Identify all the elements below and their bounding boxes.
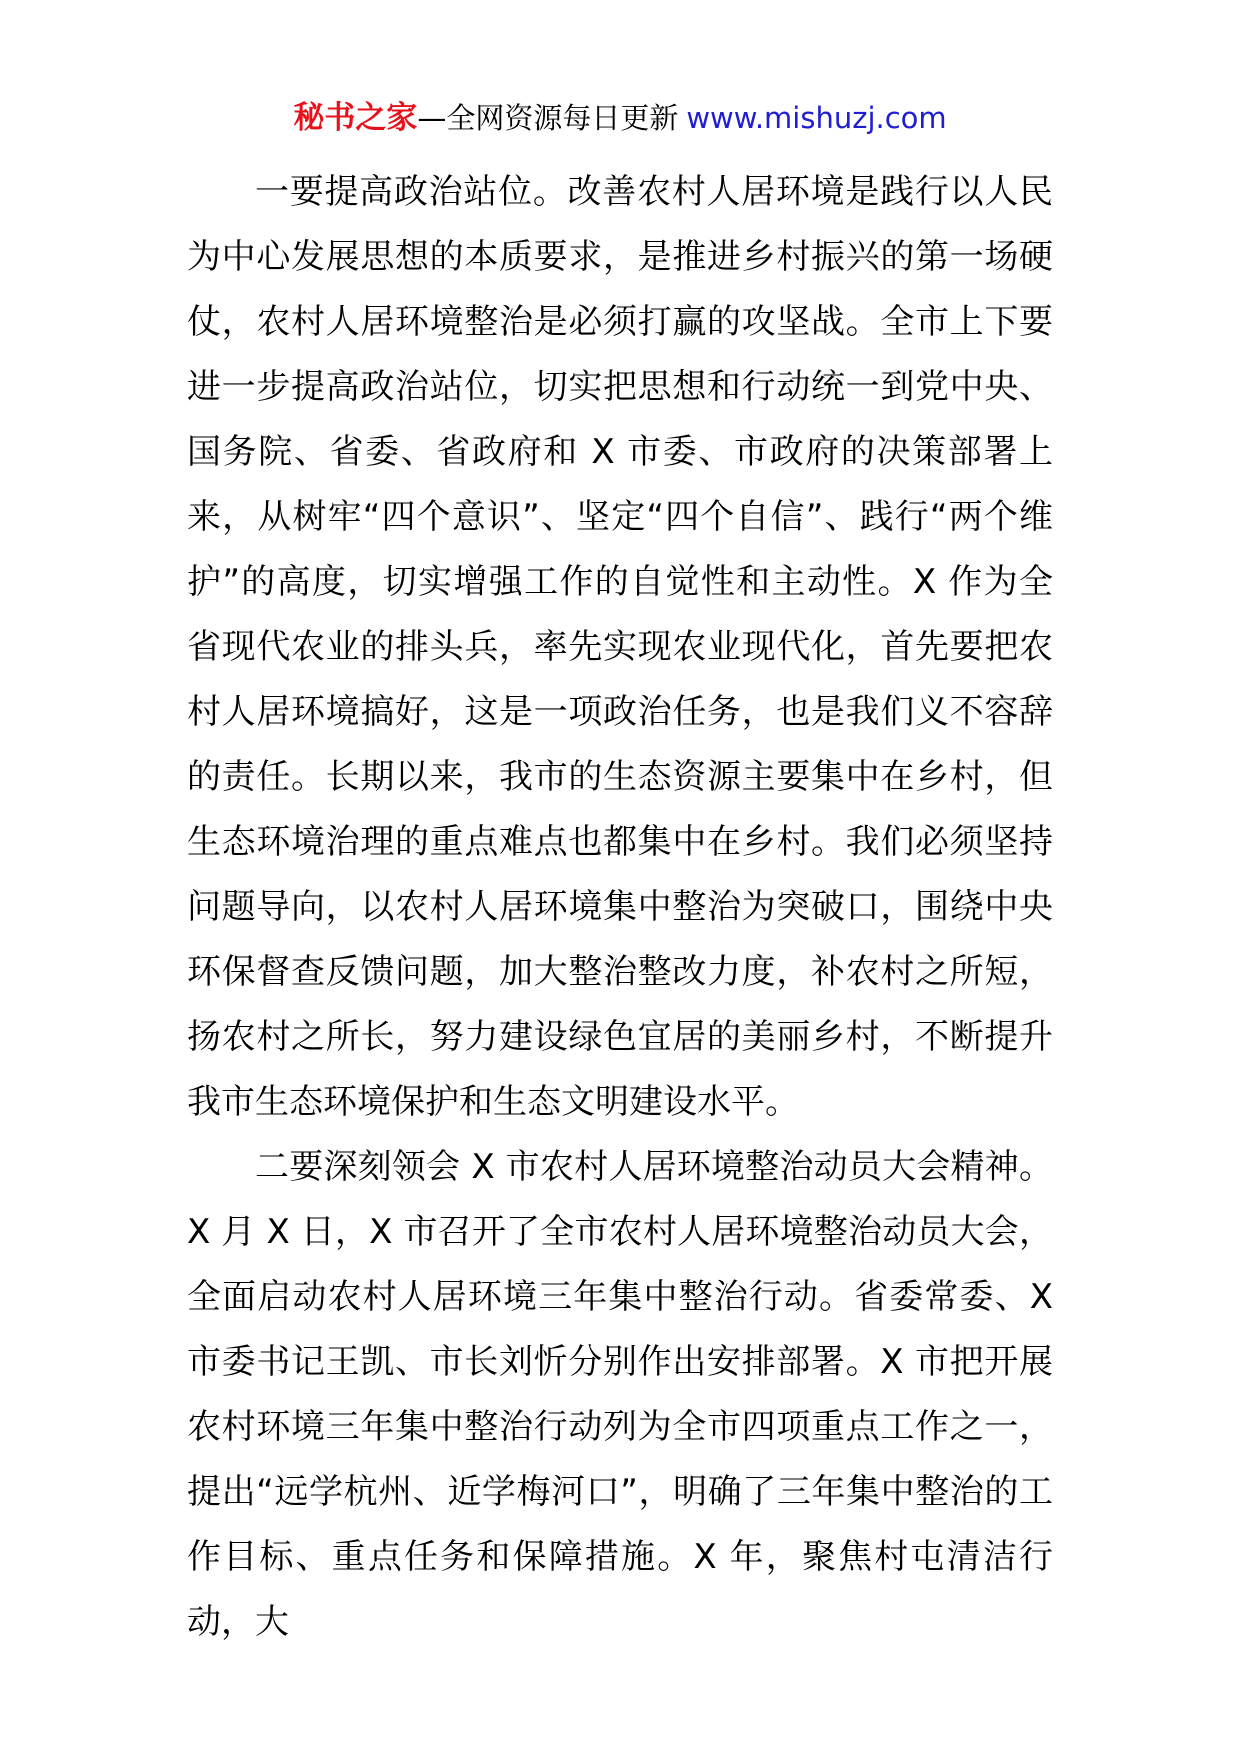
page-header [0,98,1240,138]
document-body [187,160,1053,1655]
paragraph-1: 一要提高政治站位。改善农村人居环境是践行以人民为中心发展思想的本质要求，是推进乡村振兴的第一场硬仗，农村人居环境整治是必须打赢的攻坚战。全市上下要进一步提高政治站位，切实把思想和行动统一到党中央、国务院、省委、省政府和 X 市委、市政府的决策部署上来，从树牢“四个意识”、坚定“四个自信”、践行“两个维护”的高度，切实增强工作的自觉性和主动性。X 作为全省现代农业的排头兵，率先实现农业现代化，首先要把农村人居环境搞好，这是一项政治任务，也是我们义不容辞的责任。长期以来，我市的生态资源主要集中在乡村，但生态环境治理的重点难点也都集中在乡村。我们必须坚持问题导向，以农村人居环境集中整治为突破口，围绕中央环保督查反馈问题，加大整治整改力度，补农村之所短，扬农村之所长，努力建设绿色宜居的美丽乡村，不断提升我市生态环境保护和生态文明建设水平。 [187,172,1053,1122]
paragraph-2: 二要深刻领会 X 市农村人居环境整治动员大会精神。X 月 X 日，X 市召开了全市农村人居环境整治动员大会，全面启动农村人居环境三年集中整治行动。省委常委、X 市委书记王凯、市长刘忻分别作出安排部署。X 市把开展农村环境三年集中整治行动列为全市四项重点工作之一，提出“远学杭州、近学梅河口”，明确了三年集中整治的工作目标、重点任务和保障措施。X 年，聚焦村屯清洁行动，大 [187,1147,1053,1642]
header-tagline: 全网资源每日更新 [446,101,679,135]
header-dash: — [417,101,447,135]
header-brand: 秘书之家 [293,100,418,136]
header-url-link[interactable]: www.mishuzj.com [686,101,947,135]
